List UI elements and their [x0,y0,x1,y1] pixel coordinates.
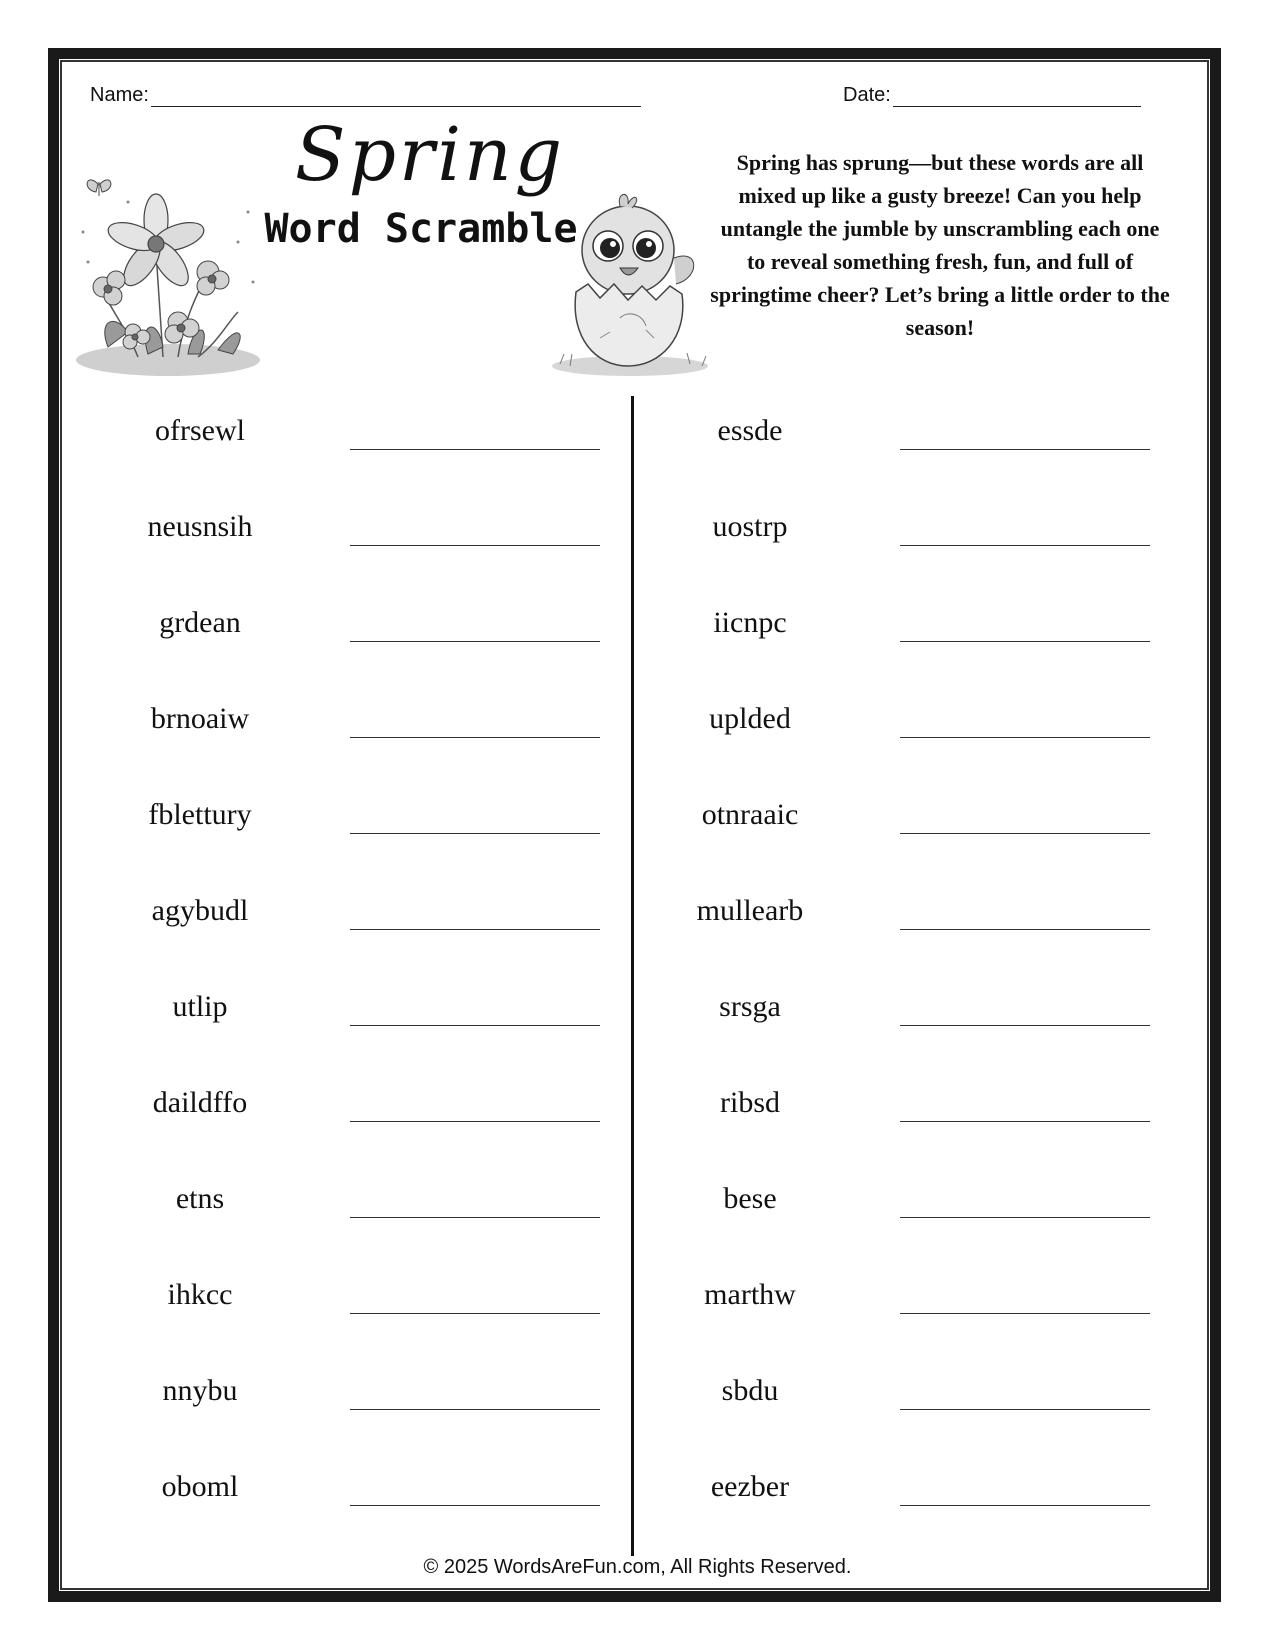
answer-line[interactable] [900,737,1150,738]
scrambled-word: sbdu [721,1374,779,1407]
answer-line[interactable] [350,1025,600,1026]
answer-line[interactable] [900,929,1150,930]
scrambled-word: uplded [709,702,791,735]
answer-line[interactable] [350,641,600,642]
scramble-row [90,876,650,972]
title-sub: Word Scramble [264,206,578,252]
scrambled-word: ihkcc [167,1278,233,1311]
answer-line[interactable] [900,1025,1150,1026]
flower-cluster-illustration [68,172,268,382]
answer-line[interactable] [900,1217,1150,1218]
scrambled-word: eezber [710,1470,790,1503]
copyright-footer: © 2025 WordsAreFun.com, All Rights Reserved. [423,1556,852,1578]
scrambled-word: agybudl [151,894,249,927]
name-label: Name: [90,84,149,106]
answer-line[interactable] [900,449,1150,450]
scrambled-word: ofrsewl [155,414,245,447]
answer-line[interactable] [350,1409,600,1410]
answer-line[interactable] [350,1121,600,1122]
scramble-row [90,780,650,876]
scramble-row [90,1356,650,1452]
answer-line[interactable] [350,449,600,450]
intro-text: Spring has sprung—but these words are all mixed up like a gusty breeze! Can you help untangle the jumble by unscrambling each one to reveal something fresh, fun, and full of springtime cheer? Let’s bring a little order to the season! [710,150,1170,340]
scramble-row [640,972,1200,1068]
hatching-chick-illustration [550,188,720,380]
date-label: Date: [843,84,891,106]
scrambled-word: otnraaic [701,798,799,831]
scrambled-word: bese [723,1182,777,1215]
answer-line[interactable] [900,1505,1150,1506]
scramble-row [640,1260,1200,1356]
date-line[interactable] [893,84,1141,107]
scramble-row [90,1068,650,1164]
scramble-row [90,1164,650,1260]
scramble-row [640,1068,1200,1164]
scrambled-word: neusnsih [147,510,253,543]
answer-line[interactable] [900,833,1150,834]
scramble-row [90,492,650,588]
date-field[interactable] [843,84,1141,107]
scramble-row [640,396,1200,492]
scrambled-word: grdean [159,606,241,639]
scramble-row [640,1356,1200,1452]
name-field[interactable] [90,84,641,107]
scramble-row [640,588,1200,684]
scrambled-word: utlip [172,990,228,1023]
scrambled-word: uostrp [712,510,788,543]
scrambled-word: nnybu [162,1374,238,1407]
answer-line[interactable] [900,1313,1150,1314]
scrambled-word: oboml [161,1470,239,1503]
title-main: Spring [294,112,566,198]
egg-shell [575,284,683,366]
answer-line[interactable] [900,1121,1150,1122]
left-word-column [90,396,650,1548]
scrambled-word: iicnpc [713,606,787,639]
scrambled-word: fblettury [148,798,252,831]
scramble-row [640,1452,1200,1548]
scramble-row [640,492,1200,588]
scramble-row [90,588,650,684]
answer-line[interactable] [900,545,1150,546]
answer-line[interactable] [900,1409,1150,1410]
scramble-row [640,780,1200,876]
scramble-row [90,396,650,492]
scramble-row [640,684,1200,780]
answer-line[interactable] [900,641,1150,642]
answer-line[interactable] [350,545,600,546]
answer-line[interactable] [350,1313,600,1314]
answer-line[interactable] [350,1505,600,1506]
scrambled-word: srsga [719,990,781,1023]
scramble-row [90,684,650,780]
scramble-row [90,1260,650,1356]
answer-line[interactable] [350,737,600,738]
scrambled-word: daildffo [152,1086,248,1119]
scramble-row [640,1164,1200,1260]
chick-body [582,194,694,294]
scrambled-word: essde [717,414,783,447]
name-line[interactable] [151,84,641,107]
scrambled-word: mullearb [696,894,804,927]
scrambled-word: brnoaiw [150,702,250,735]
scramble-row [90,1452,650,1548]
answer-line[interactable] [350,1217,600,1218]
scrambled-word: etns [175,1182,225,1215]
answer-line[interactable] [350,929,600,930]
scrambled-word: marthw [704,1278,796,1311]
scramble-row [640,876,1200,972]
butterfly-icon [87,180,111,196]
scrambled-word: ribsd [720,1086,780,1119]
answer-line[interactable] [350,833,600,834]
right-word-column [640,396,1200,1548]
scramble-row [90,972,650,1068]
